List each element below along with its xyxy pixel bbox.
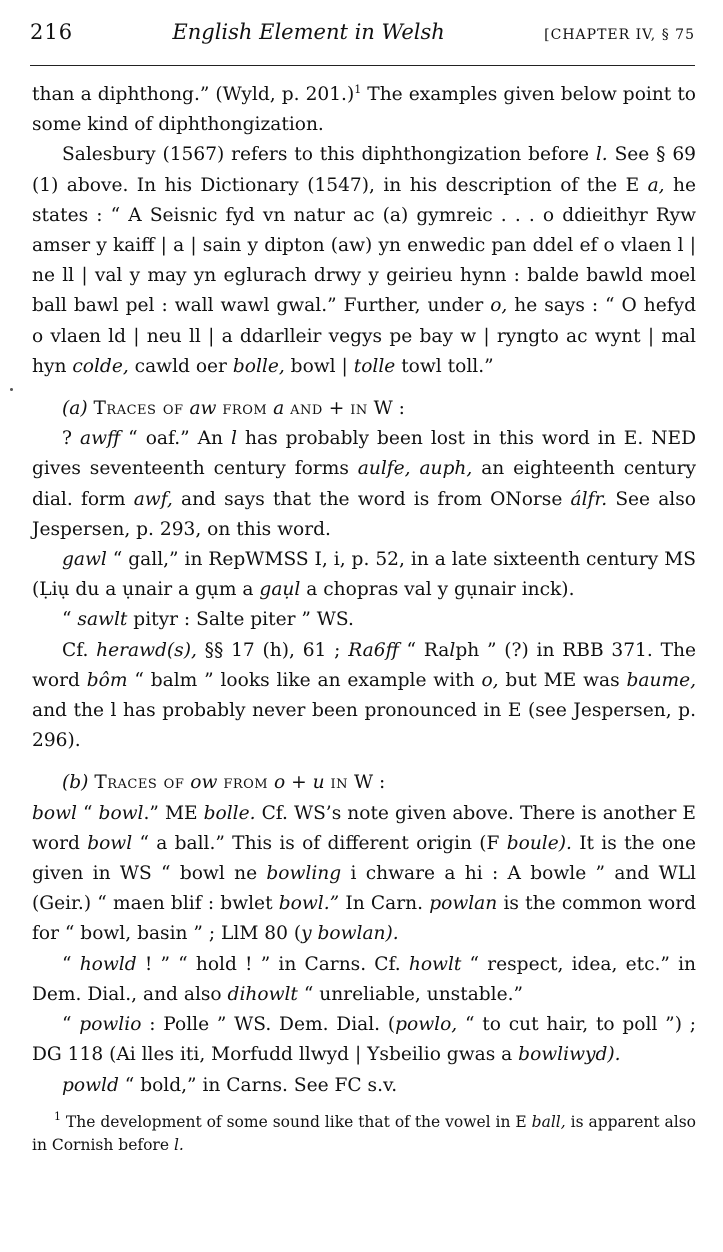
paragraph: Salesbury (1567) refers to this diphthongization before l. See § 69 (1) above. In his Dictionary (1547), in his description of the E a, he states : “ A Seisnic fyd vn natur ac (a) gymreic . . . o ddieithyr Ryw amser y kaiff | a | sain y dipton (aw) yn enwedic pan ddel ef o vlaen l | ne ll | val y may yn eglurach drwy y geirieu hynn : balde bawld moel ball bawl pel : wall wawl gwal.” Further, under o, he says : “ O hefyd o vlaen ld | neu ll | a ddarlleir vegys pe bay w | ryngto ac wynt | mal hyn colde, cawld oer bolle, bowl | tolle towl toll.” [32, 144, 697, 377]
paragraph: Cf. herawd(s), §§ 17 (h), 61 ; Ra6ff “ Ralph ” (?) in RBB 371. The word bôm “ balm ” looks like an example with o, but ME was baume, and the l has probably never been pronounced in E (see Jespersen, p. 296). [32, 639, 696, 752]
paragraph: ? awff “ oaf.” An l has probably been lost in this word in E. NED gives seventeenth century forms aulfe, auph, an eighteenth century dial. form awf, and says that the word is from ONorse álfr. See also Jespersen, p. 293, on this word. [32, 428, 697, 540]
paragraph: gawl “ gall,” in RepWMSS I, i, p. 52, in a late sixteenth century MS (Ḷiụ du a ụnair a gụm a gaụl a chopras val y gụnair inck). [32, 549, 696, 601]
paragraph: “ sawlt pityr : Salte piter ” WS. [62, 609, 354, 631]
running-title: English Element in Welsh [172, 20, 445, 44]
body-text [32, 80, 696, 1157]
paragraph: “ powlio : Polle ” WS. Dem. Dial. (powlo, “ to cut hair, to poll ”) ; DG 118 (Ai lles iti, Morfudd llwyd | Ysbeilio gwas a bowliwyd). [32, 1014, 696, 1066]
paragraph: powld “ bold,” in Carns. See FC s.v. [62, 1074, 398, 1096]
subsection-heading: (a) Traces of aw from a and + in W : [62, 398, 405, 420]
running-header [30, 20, 695, 52]
paragraph: “ howld ! ” “ hold ! ” in Carns. Cf. howlt “ respect, idea, etc.” in Dem. Dial., and also dihowlt “ unreliable, unstable.” [32, 953, 697, 1005]
page-number: 216 [30, 20, 74, 44]
subsection-heading: (b) Traces of ow from o + u in W : [62, 772, 386, 794]
margin-mark [10, 388, 13, 391]
paragraph: than a diphthong.” (Wyld, p. 201.)$^1$ The examples given below point to some kind of diphthongization. [32, 83, 697, 136]
chapter-section-label: [CHAPTER IV, § 75 [544, 27, 695, 43]
paragraph: bowl “ bowl.” ME bolle. Cf. WS’s note given above. There is another E word bowl “ a ball.” This is of different origin (F boule). It is the one given in WS “ bowl ne bowling i chware a hi : A bowle ” and WLl (Geir.) “ maen blif : bwlet bowl.” In Carn. powlan is the common word for “ bowl, basin ” ; LlM 80 (y bowlan). [32, 802, 697, 945]
header-rule [30, 65, 695, 66]
footnote: $^1$ The development of some sound like that of the vowel in E ball, is apparent also in Cornish before l. [32, 1109, 696, 1154]
